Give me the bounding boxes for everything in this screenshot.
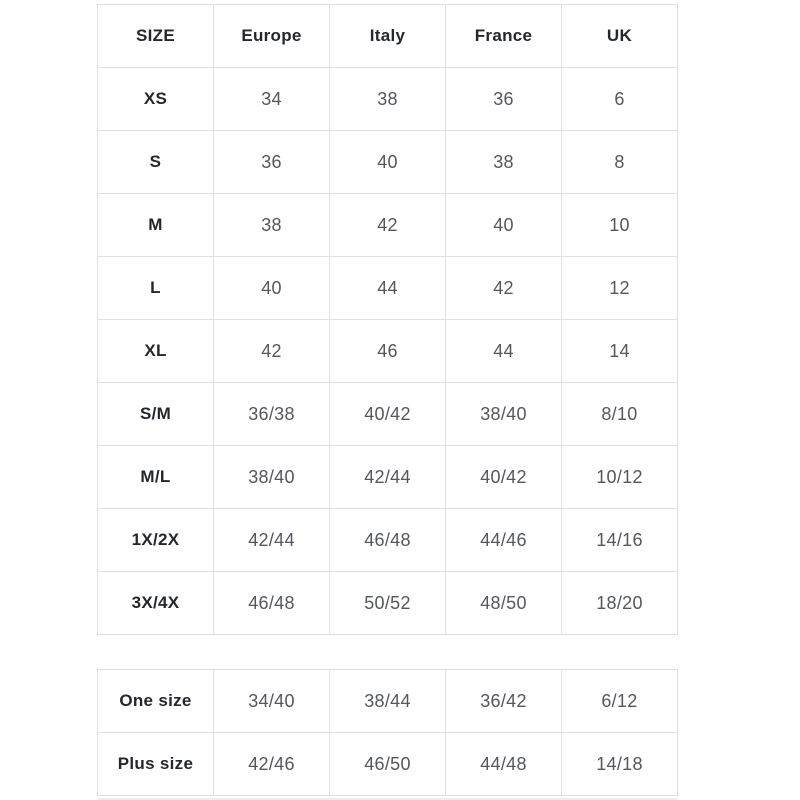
column-header-uk: UK — [562, 5, 678, 68]
row-label: XS — [98, 68, 214, 131]
cell-uk: 12 — [562, 257, 678, 320]
cell-uk: 14/18 — [562, 733, 678, 796]
table-row — [98, 572, 678, 635]
cell-italy: 38/44 — [330, 670, 446, 733]
cell-france: 36/42 — [446, 670, 562, 733]
row-label: L — [98, 257, 214, 320]
column-header-italy: Italy — [330, 5, 446, 68]
size-conversion-table — [97, 4, 678, 635]
table-row — [98, 670, 678, 733]
cell-italy: 44 — [330, 257, 446, 320]
cell-europe: 42 — [214, 320, 330, 383]
cell-italy: 40/42 — [330, 383, 446, 446]
cell-france: 44/48 — [446, 733, 562, 796]
table-row — [98, 446, 678, 509]
table-row — [98, 68, 678, 131]
cell-uk: 14 — [562, 320, 678, 383]
cell-france: 38 — [446, 131, 562, 194]
cell-europe: 42/46 — [214, 733, 330, 796]
table-row — [98, 509, 678, 572]
cell-europe: 38 — [214, 194, 330, 257]
cell-france: 36 — [446, 68, 562, 131]
size-chart-container — [97, 4, 678, 800]
cell-italy: 42 — [330, 194, 446, 257]
cell-europe: 34 — [214, 68, 330, 131]
header-row — [98, 5, 678, 68]
cell-europe: 40 — [214, 257, 330, 320]
cell-france: 40/42 — [446, 446, 562, 509]
cell-europe: 42/44 — [214, 509, 330, 572]
row-label: XL — [98, 320, 214, 383]
column-header-france: France — [446, 5, 562, 68]
row-label: M/L — [98, 446, 214, 509]
row-label: 3X/4X — [98, 572, 214, 635]
table-row — [98, 320, 678, 383]
cell-france: 44/46 — [446, 509, 562, 572]
table-row — [98, 194, 678, 257]
table-row — [98, 257, 678, 320]
cell-france: 38/40 — [446, 383, 562, 446]
cell-europe: 38/40 — [214, 446, 330, 509]
column-header-size: SIZE — [98, 5, 214, 68]
cell-uk: 6/12 — [562, 670, 678, 733]
cell-europe: 36/38 — [214, 383, 330, 446]
cell-europe: 34/40 — [214, 670, 330, 733]
cell-europe: 36 — [214, 131, 330, 194]
table-row — [98, 131, 678, 194]
cell-italy: 40 — [330, 131, 446, 194]
cell-uk: 6 — [562, 68, 678, 131]
row-label: One size — [98, 670, 214, 733]
row-label: 1X/2X — [98, 509, 214, 572]
cell-uk: 18/20 — [562, 572, 678, 635]
cell-italy: 42/44 — [330, 446, 446, 509]
cell-france: 42 — [446, 257, 562, 320]
cell-france: 48/50 — [446, 572, 562, 635]
cell-italy: 46 — [330, 320, 446, 383]
cell-europe: 46/48 — [214, 572, 330, 635]
cell-france: 44 — [446, 320, 562, 383]
row-label: S/M — [98, 383, 214, 446]
table-row — [98, 383, 678, 446]
cell-uk: 10/12 — [562, 446, 678, 509]
cell-france: 40 — [446, 194, 562, 257]
special-sizes-table — [97, 669, 678, 796]
cell-italy: 46/48 — [330, 509, 446, 572]
cell-uk: 8 — [562, 131, 678, 194]
row-label: S — [98, 131, 214, 194]
cell-italy: 46/50 — [330, 733, 446, 796]
cell-italy: 50/52 — [330, 572, 446, 635]
row-label: M — [98, 194, 214, 257]
cell-uk: 8/10 — [562, 383, 678, 446]
cell-uk: 14/16 — [562, 509, 678, 572]
cell-italy: 38 — [330, 68, 446, 131]
column-header-europe: Europe — [214, 5, 330, 68]
row-label: Plus size — [98, 733, 214, 796]
table-row — [98, 733, 678, 796]
cell-uk: 10 — [562, 194, 678, 257]
